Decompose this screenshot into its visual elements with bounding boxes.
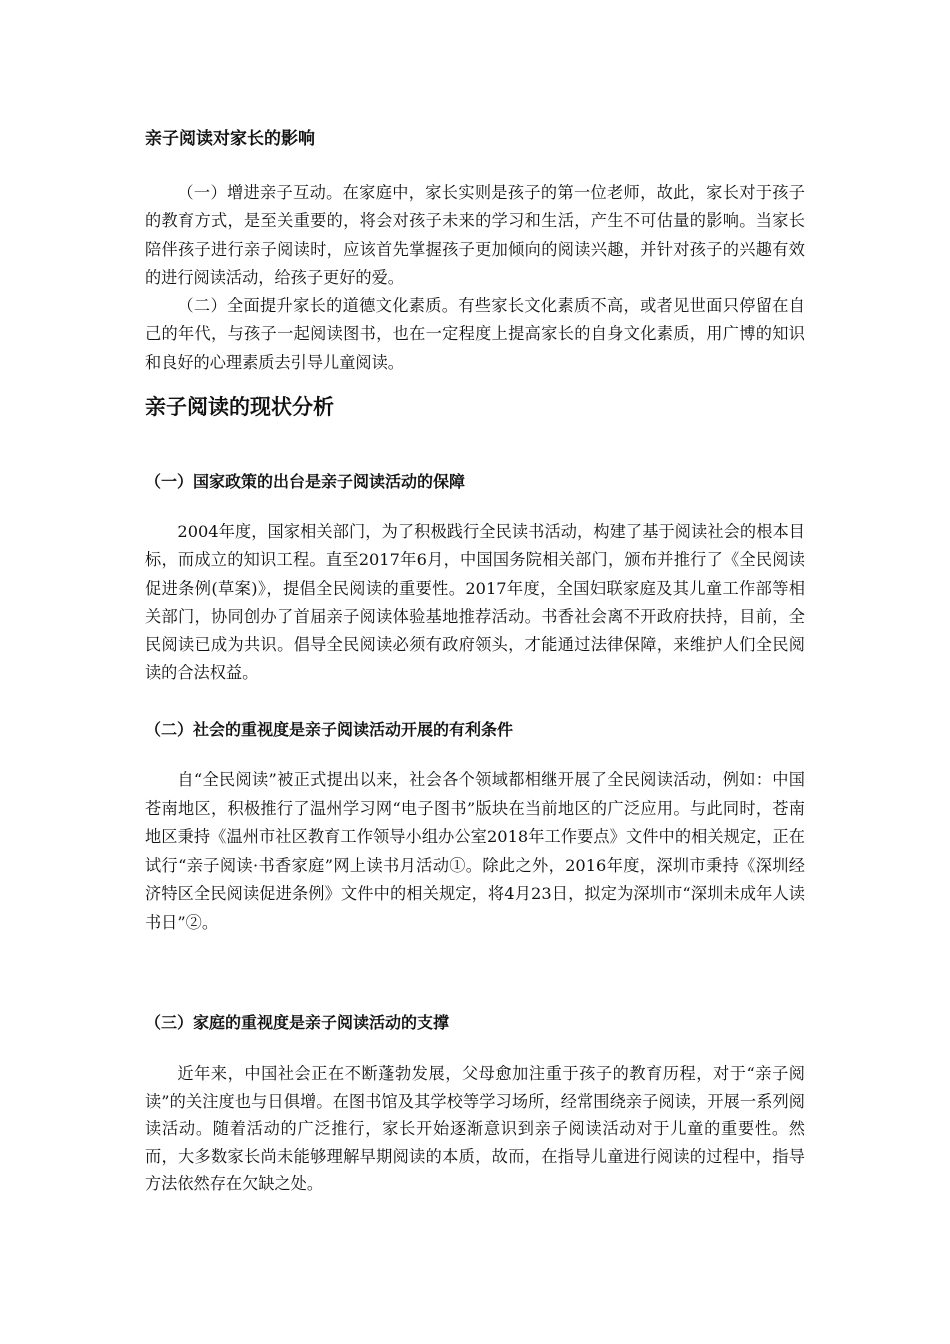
section-heading: 亲子阅读的现状分析: [145, 395, 334, 419]
subsection-heading: （一）国家政策的出台是亲子阅读活动的保障: [145, 472, 466, 491]
paragraph: （一）增进亲子互动。在家庭中，家长实则是孩子的第一位老师，故此，家长对于孩子的教育方式，是至关重要的，将会对孩子未来的学习和生活，产生不可估量的影响。当家长陪伴孩子进行亲子阅读时，应该首先掌握孩子更加倾向的阅读兴趣，并针对孩子的兴趣有效的进行阅读活动，给孩子更好的爱。: [145, 183, 805, 287]
section-heading: 亲子阅读对家长的影响: [145, 129, 315, 149]
subsection-1-body: [145, 518, 805, 688]
subsection-3-body: [145, 1060, 805, 1198]
subsection-1: [145, 470, 805, 494]
subsection-3: [145, 1011, 805, 1035]
subsection-2-body: [145, 766, 805, 938]
paragraph: （二）全面提升家长的道德文化素质。有些家长文化素质不高，或者见世面只停留在自己的年代，与孩子一起阅读图书，也在一定程度上提高家长的自身文化素质，用广博的知识和良好的心理素质去引导儿童阅读。: [145, 296, 805, 372]
subsection-heading: （二）社会的重视度是亲子阅读活动开展的有利条件: [145, 720, 514, 739]
paragraph: 2004年度，国家相关部门，为了积极践行全民读书活动，构建了基于阅读社会的根本目标，而成立的知识工程。直至2017年6月，中国国务院相关部门，颁布并推行了《全民阅读促进条例(草案)》，提倡全民阅读的重要性。2017年度，全国妇联家庭及其儿童工作部等相关部门，协同创办了首届亲子阅读体验基地推荐活动。书香社会离不开政府扶持，目前，全民阅读已成为共识。倡导全民阅读必须有政府领头，才能通过法律保障，来维护人们全民阅读的合法权益。: [145, 522, 805, 683]
section-1-body: [145, 179, 805, 377]
paragraph: 近年来，中国社会正在不断蓬勃发展，父母愈加注重于孩子的教育历程，对于“亲子阅读”的关注度也与日俱增。在图书馆及其学校等学习场所，经常围绕亲子阅读，开展一系列阅读活动。随着活动的广泛推行，家长开始逐渐意识到亲子阅读活动对于儿童的重要性。然而，大多数家长尚未能够理解早期阅读的本质，故而，在指导儿童进行阅读的过程中，指导方法依然存在欠缺之处。: [145, 1064, 805, 1193]
subsection-2: [145, 718, 805, 742]
section-2: [145, 393, 805, 421]
section-1: [145, 127, 805, 151]
paragraph: 自“全民阅读”被正式提出以来，社会各个领域都相继开展了全民阅读活动，例如：中国苍南地区，积极推行了温州学习网“电子图书”版块在当前地区的广泛应用。与此同时，苍南地区秉持《温州市社区教育工作领导小组办公室2018年工作要点》文件中的相关规定，正在试行“亲子阅读·书香家庭”网上读书月活动①。除此之外，2016年度，深圳市秉持《深圳经济特区全民阅读促进条例》文件中的相关规定，将4月23日，拟定为深圳市“深圳未成年人读书日”②。: [145, 770, 805, 932]
subsection-heading: （三）家庭的重视度是亲子阅读活动的支撑: [145, 1013, 450, 1032]
